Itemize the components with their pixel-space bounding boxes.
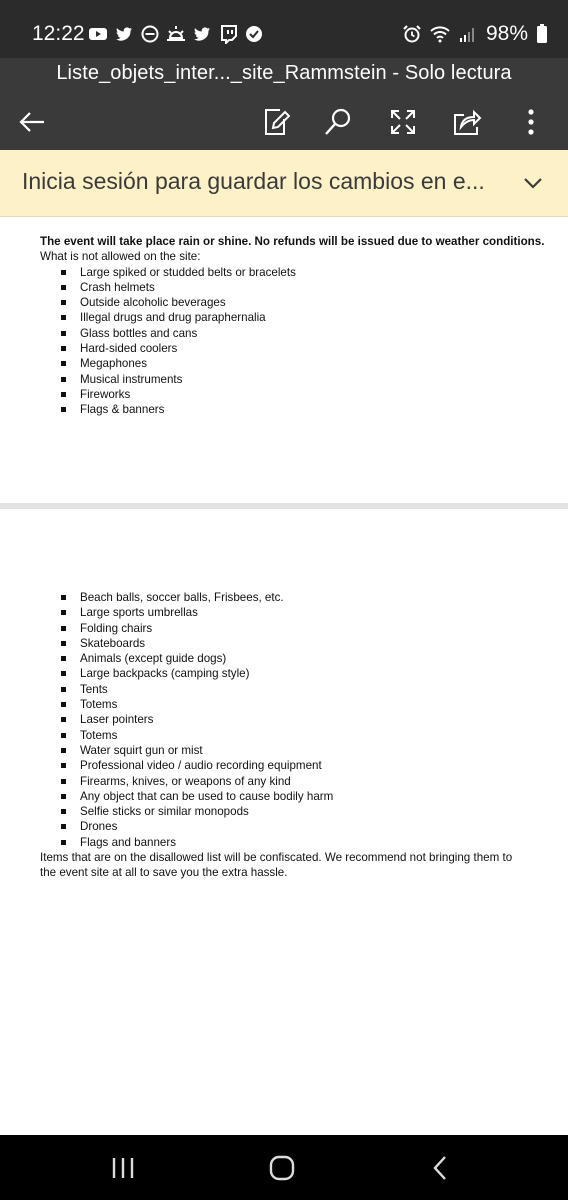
list-item: Water squirt gun or mist: [40, 743, 512, 758]
home-icon: [268, 1154, 296, 1182]
list-item: Hard-sided coolers: [40, 341, 544, 356]
back-arrow-icon: [17, 107, 47, 137]
system-status: [402, 22, 548, 46]
list-item: Flags and banners: [40, 835, 512, 850]
list-item: Animals (except guide dogs): [40, 651, 512, 666]
signal-icon: [458, 24, 478, 44]
list-item: Large sports umbrellas: [40, 605, 512, 620]
status-time: 12:22: [32, 22, 85, 45]
check-circle-icon: [244, 24, 264, 44]
app-toolbar: [0, 94, 568, 150]
list-item: Folding chairs: [40, 621, 512, 636]
youtube-icon: [88, 24, 108, 44]
document-page-2: [0, 509, 568, 1135]
more-options-button[interactable]: [511, 102, 551, 142]
recent-apps-button[interactable]: [106, 1151, 140, 1185]
nav-back-button[interactable]: [424, 1151, 458, 1185]
weather-notice: The event will take place rain or shine. No refunds will be issued due to weather conditions.: [40, 235, 545, 248]
prohibited-list-2: [40, 590, 512, 850]
list-item: Drones: [40, 819, 512, 834]
page-2-content: [40, 590, 512, 881]
list-item: Selfie sticks or similar monopods: [40, 804, 512, 819]
sign-in-banner-text: Inicia sesión para guardar los cambios en e...: [22, 168, 485, 194]
alarm-icon: [402, 24, 422, 44]
twitch-icon: [218, 24, 238, 44]
list-item: Flags & banners: [40, 402, 544, 417]
confiscation-notice-line-1: Items that are on the disallowed list will be confiscated. We recommend not bringing them to: [40, 851, 513, 865]
list-item: Outside alcoholic beverages: [40, 295, 544, 310]
more-options-icon: [526, 107, 536, 137]
list-item: Large spiked or studded belts or bracelets: [40, 265, 544, 280]
list-item: Beach balls, soccer balls, Frisbees, etc.: [40, 590, 512, 605]
weather-icon: [166, 24, 186, 44]
list-item: Musical instruments: [40, 372, 544, 387]
system-nav-bar: [0, 1135, 568, 1200]
wifi-icon: [430, 24, 450, 44]
page-1-content: [40, 234, 544, 418]
list-item: Laser pointers: [40, 712, 512, 727]
back-icon: [428, 1155, 454, 1181]
home-button[interactable]: [265, 1151, 299, 1185]
list-item: Crash helmets: [40, 280, 544, 295]
prohibited-list-1: [40, 265, 544, 418]
share-button[interactable]: [447, 102, 487, 142]
list-item: Glass bottles and cans: [40, 326, 544, 341]
edit-button[interactable]: [255, 102, 295, 142]
list-item: Megaphones: [40, 356, 544, 371]
status-bar: [0, 0, 568, 58]
fullscreen-icon: [388, 107, 418, 137]
document-title-bar: [0, 58, 568, 94]
list-item: Totems: [40, 728, 512, 743]
list-item: Fireworks: [40, 387, 544, 402]
document-page-1: [0, 218, 568, 503]
list-item: Illegal drugs and drug paraphernalia: [40, 310, 544, 325]
recent-apps-icon: [110, 1155, 136, 1181]
list-item: Large backpacks (camping style): [40, 666, 512, 681]
confiscation-notice-line-2: the event site at all to save you the extra hassle.: [40, 866, 288, 880]
notification-icons: [88, 24, 264, 44]
search-button[interactable]: [318, 102, 358, 142]
sign-in-banner[interactable]: [0, 150, 568, 217]
list-item: Professional video / audio recording equipment: [40, 758, 512, 773]
do-not-disturb-icon: [140, 24, 160, 44]
battery-icon: [536, 24, 548, 44]
share-icon: [452, 107, 482, 137]
edit-document-icon: [260, 107, 290, 137]
list-intro: What is not allowed on the site:: [40, 250, 201, 264]
list-item: Skateboards: [40, 636, 512, 651]
battery-percent: 98%: [485, 22, 528, 45]
twitter-icon: [192, 24, 212, 44]
document-title: Liste_objets_inter..._site_Rammstein - Solo lectura: [56, 62, 512, 84]
fullscreen-button[interactable]: [383, 102, 423, 142]
list-item: Totems: [40, 697, 512, 712]
search-icon: [323, 107, 353, 137]
twitter-icon: [114, 24, 134, 44]
list-item: Firearms, knives, or weapons of any kind: [40, 774, 512, 789]
list-item: Tents: [40, 682, 512, 697]
chevron-down-icon[interactable]: [520, 170, 546, 196]
list-item: Any object that can be used to cause bodily harm: [40, 789, 512, 804]
back-button[interactable]: [12, 102, 52, 142]
